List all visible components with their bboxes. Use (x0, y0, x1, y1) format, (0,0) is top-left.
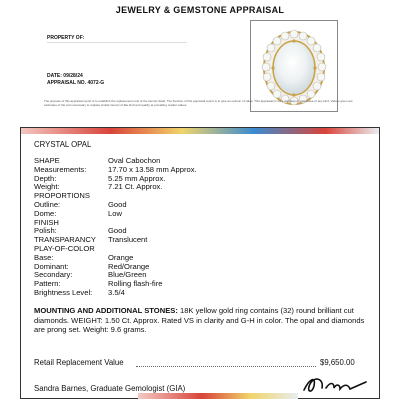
spec-row (34, 254, 354, 263)
gemologist-name: Sandra Barnes, Graduate Gemologist (GIA) (34, 384, 186, 393)
mounting-label: MOUNTING AND ADDITIONAL STONES: (34, 306, 178, 315)
spec-row (34, 245, 354, 254)
mounting-text: 18K yellow gold ring contains (32) round brilliant cut diamonds. WEIGHT: 1.50 Ct. Approx. Rated VS in clarity and G-H in color. The opal and diamonds are prong set. Weight: 9.6 grams. (34, 306, 365, 335)
spec-row (34, 175, 354, 184)
appraisal-number-value: 4072-G (87, 80, 105, 86)
fine-print-disclaimer: The purpose of this appraisal report is to establish the replacement cost of the item(s) listed. The function of this appraisal report is to give an opinion of value. This appraisal is not a warranty or guarantee of any kind. Values given are estimates of the cost necessary to replace similar item(s) of like kind and quality at prevailing market values. (44, 99, 353, 107)
spec-key: Brightness Level: (34, 287, 93, 297)
spec-row (34, 219, 354, 228)
spec-value: Low (108, 208, 122, 218)
spec-key: Pattern: (34, 279, 61, 289)
spec-key: FINISH (34, 217, 59, 227)
spec-row (34, 192, 354, 201)
spec-value: Good (108, 226, 127, 236)
spec-value: Blue/Green (108, 270, 147, 280)
date-row (47, 73, 83, 79)
spec-key: PROPORTIONS (34, 191, 90, 201)
spec-key: SHAPE (34, 156, 60, 165)
spec-row (34, 166, 354, 175)
spec-value: Red/Orange (108, 261, 150, 271)
signature-mark (300, 372, 372, 396)
spec-key: Dome: (34, 208, 57, 218)
spec-key: TRANSPARANCY (34, 235, 96, 245)
retail-value: $9,650.00 (320, 358, 355, 367)
spec-list (34, 157, 354, 298)
appraisal-number-label: APPRAISAL NO. (47, 80, 87, 86)
spec-value: 17.70 x 13.58 mm Approx. (108, 164, 197, 174)
spec-row (34, 271, 354, 280)
spec-key: Base: (34, 252, 54, 262)
spec-row (34, 263, 354, 272)
spec-value: Rolling flash-fire (108, 279, 163, 289)
date-label: DATE: (47, 73, 62, 79)
opal-ring-icon (251, 21, 337, 111)
spec-value: Orange (108, 252, 134, 262)
spec-key: Outline: (34, 199, 61, 209)
spec-key: Polish: (34, 226, 57, 236)
spec-value: 5.25 mm Approx. (108, 173, 166, 183)
spec-value: Good (108, 199, 127, 209)
spec-value: 7.21 Ct. Approx. (108, 182, 163, 192)
retail-dotted-leader (136, 366, 316, 367)
spec-value: 3.5/4 (108, 287, 125, 297)
spec-row (34, 289, 354, 298)
document-title: JEWELRY & GEMSTONE APPRAISAL (115, 5, 285, 15)
property-of-label: PROPERTY OF: (47, 35, 85, 41)
property-of-line (47, 42, 187, 43)
spec-key: Measurements: (34, 164, 87, 174)
spec-key: Depth: (34, 173, 57, 183)
spec-key: PLAY-OF-COLOR (34, 243, 95, 253)
opal-fire-border-bottom (138, 393, 298, 399)
spec-row (34, 201, 354, 210)
appraisal-number-row (47, 80, 104, 86)
spec-key: Weight: (34, 182, 60, 192)
date-value: 09/28/24 (63, 73, 83, 79)
spec-row (34, 210, 354, 219)
spec-key: Secondary: (34, 270, 73, 280)
spec-key: Dominant: (34, 261, 69, 271)
spec-value: Translucent (108, 235, 148, 245)
stone-title: CRYSTAL OPAL (34, 140, 92, 149)
retail-label: Retail Replacement Value (34, 358, 124, 367)
opal-fire-border-top (21, 128, 379, 134)
spec-value: Oval Cabochon (108, 156, 161, 165)
mounting-description (34, 306, 369, 335)
